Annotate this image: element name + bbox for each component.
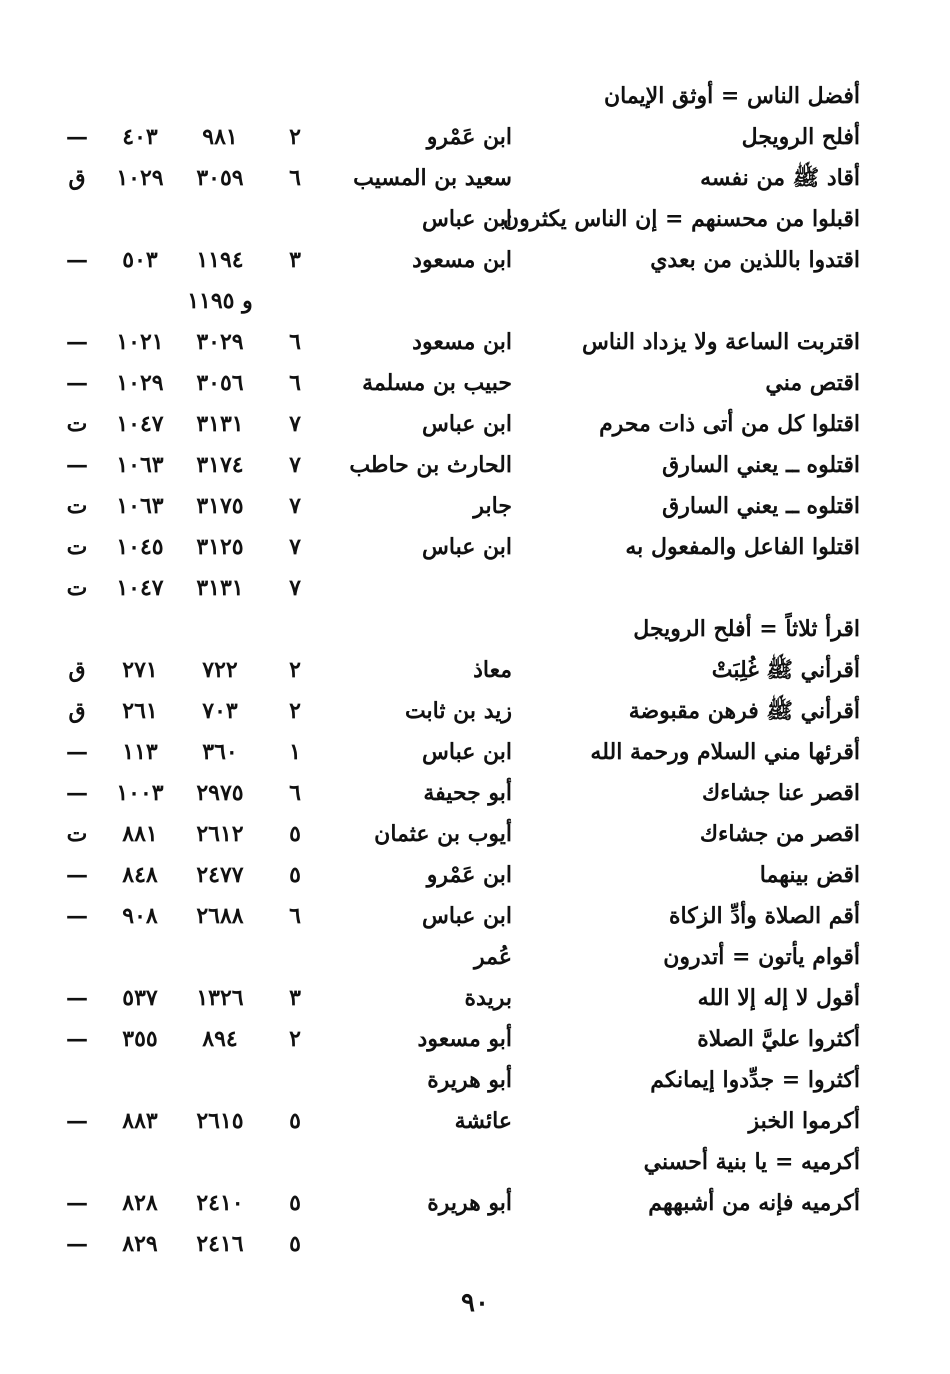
- hadith-text: اقصر عنا جشاءك: [701, 780, 860, 806]
- index-row: [0, 1224, 950, 1264]
- source-mark: —: [66, 780, 88, 806]
- volume-number: ٧: [289, 534, 301, 560]
- page-reference: ٨٨١: [122, 821, 158, 847]
- index-row: [0, 363, 950, 403]
- index-row: [0, 1019, 950, 1059]
- hadith-text: أكثروا عليَّ الصلاة: [697, 1026, 860, 1052]
- hadith-text: أقرأني ﷺ غُلِبَتْ: [711, 657, 860, 683]
- narrator: عائشة: [454, 1108, 512, 1134]
- index-row: [0, 199, 950, 239]
- source-mark: ت: [66, 575, 88, 601]
- volume-number: ٧: [289, 411, 301, 437]
- hadith-number: ٣٠٥٩: [196, 165, 244, 191]
- source-mark: —: [66, 370, 88, 396]
- index-row: [0, 650, 950, 690]
- page-reference: ٩٠٨: [122, 903, 158, 929]
- hadith-number: ٢٤١٦: [196, 1231, 244, 1257]
- hadith-number: ٣١٧٥: [196, 493, 244, 519]
- hadith-number: ٢٦٨٨: [196, 903, 244, 929]
- volume-number: ٧: [289, 575, 301, 601]
- volume-number: ٦: [289, 165, 301, 191]
- volume-number: ٦: [289, 903, 301, 929]
- source-mark: ت: [66, 821, 88, 847]
- index-row: [0, 937, 950, 977]
- narrator: معاذ: [473, 657, 512, 683]
- index-row: [0, 527, 950, 567]
- index-row: [0, 158, 950, 198]
- volume-number: ٢: [289, 124, 301, 150]
- page-reference: ٥٠٣: [122, 247, 158, 273]
- page-reference: ١٠٠٣: [116, 780, 164, 806]
- narrator: ابن مسعود: [412, 247, 512, 273]
- page-reference: ٢٧١: [122, 657, 158, 683]
- hadith-number: ٣١٧٤: [196, 452, 244, 478]
- page-reference: ١٠٢٩: [116, 370, 164, 396]
- page-reference: ١٠٢٩: [116, 165, 164, 191]
- index-row: [0, 1060, 950, 1100]
- index-row: [0, 240, 950, 280]
- hadith-text: أفلح الرويجل: [741, 124, 860, 150]
- hadith-number: ٢٦١٥: [196, 1108, 244, 1134]
- hadith-text: اقتلوه ــ يعني السارق: [662, 493, 860, 519]
- source-mark: ق: [68, 698, 86, 724]
- hadith-number: ٣١٢٥: [196, 534, 244, 560]
- narrator: أبو هريرة: [427, 1067, 512, 1093]
- index-row: [0, 978, 950, 1018]
- index-row: [0, 732, 950, 772]
- index-row: [0, 1101, 950, 1141]
- source-mark: —: [66, 124, 88, 150]
- index-row: [0, 773, 950, 813]
- narrator: ابن مسعود: [412, 329, 512, 355]
- hadith-number: ٢٩٧٥: [196, 780, 244, 806]
- hadith-text: أقرأني ﷺ فرهن مقبوضة: [628, 698, 860, 724]
- source-mark: —: [66, 452, 88, 478]
- hadith-number: ٣٠٢٩: [196, 329, 244, 355]
- hadith-text: أكثروا = جدِّدوا إيمانكم: [650, 1067, 860, 1093]
- index-row: [0, 609, 950, 649]
- volume-number: ٧: [289, 452, 301, 478]
- source-mark: ت: [66, 411, 88, 437]
- page-reference: ٥٣٧: [122, 985, 158, 1011]
- index-row: [0, 896, 950, 936]
- source-mark: ق: [68, 657, 86, 683]
- volume-number: ٦: [289, 370, 301, 396]
- index-row: [0, 117, 950, 157]
- hadith-number: ٧٠٣: [202, 698, 238, 724]
- volume-number: ٥: [289, 1231, 301, 1257]
- hadith-number: ٩٨١: [202, 124, 238, 150]
- hadith-number: ٨٩٤: [202, 1026, 238, 1052]
- narrator: ابن عباس: [422, 903, 512, 929]
- page-reference: ٨٨٣: [122, 1108, 158, 1134]
- hadith-text: اقض بينهما: [759, 862, 860, 888]
- volume-number: ٣: [289, 247, 301, 273]
- volume-number: ٧: [289, 493, 301, 519]
- narrator: حبيب بن مسلمة: [362, 370, 512, 396]
- hadith-text: اقتلوا الفاعل والمفعول به: [625, 534, 860, 560]
- page-reference: ١٠٦٣: [116, 493, 164, 519]
- hadith-number: ٢٤٧٧: [196, 862, 244, 888]
- narrator: عُمر: [474, 944, 512, 970]
- hadith-text: اقبلوا من محسنهم = إن الناس يكثرون: [502, 206, 860, 232]
- hadith-text: اقتدوا باللذين من بعدي: [650, 247, 860, 273]
- hadith-text: اقصر من جشاءك: [699, 821, 860, 847]
- narrator: ابن عَمْرو: [426, 862, 512, 888]
- index-row: [0, 568, 950, 608]
- index-row: [0, 1142, 950, 1182]
- hadith-text: أقم الصلاة وأدِّ الزكاة: [669, 903, 860, 929]
- index-row: [0, 76, 950, 116]
- hadith-text: اقتص مني: [765, 370, 860, 396]
- hadith-text: أقرئها مني السلام ورحمة الله: [590, 739, 860, 765]
- narrator: ابن عباس: [422, 206, 512, 232]
- volume-number: ٢: [289, 1026, 301, 1052]
- source-mark: —: [66, 739, 88, 765]
- index-row: [0, 814, 950, 854]
- hadith-number: ٣١٣١: [196, 411, 244, 437]
- hadith-number: ٣٦٠: [202, 739, 238, 765]
- hadith-text: اقتلوا كل من أتى ذات محرم: [599, 411, 860, 437]
- volume-number: ٥: [289, 1190, 301, 1216]
- source-mark: —: [66, 247, 88, 273]
- page-reference: ٢٦١: [122, 698, 158, 724]
- index-row: [0, 486, 950, 526]
- source-mark: —: [66, 985, 88, 1011]
- hadith-text: اقتربت الساعة ولا يزداد الناس: [582, 329, 860, 355]
- index-row: [0, 855, 950, 895]
- index-row: [0, 1183, 950, 1223]
- narrator: ابن عباس: [422, 534, 512, 560]
- hadith-text: اقرأ ثلاثاً = أفلح الرويجل: [633, 616, 860, 642]
- hadith-text: أقول لا إله إلا الله: [697, 985, 860, 1011]
- page-number: ٩٠: [461, 1288, 489, 1318]
- narrator: أبو هريرة: [427, 1190, 512, 1216]
- volume-number: ٦: [289, 780, 301, 806]
- volume-number: ٥: [289, 862, 301, 888]
- hadith-number: ١١٩٤: [196, 247, 244, 273]
- index-row: [0, 691, 950, 731]
- narrator: زيد بن ثابت: [404, 698, 512, 724]
- hadith-text: أقوام يأتون = أتدرون: [663, 944, 860, 970]
- source-mark: ق: [68, 165, 86, 191]
- source-mark: —: [66, 1108, 88, 1134]
- index-row: [0, 322, 950, 362]
- narrator: أيوب بن عثمان: [374, 821, 512, 847]
- index-row: [0, 281, 950, 321]
- hadith-number: ٢٦١٢: [196, 821, 244, 847]
- narrator: الحارث بن حاطب: [349, 452, 512, 478]
- source-mark: ت: [66, 493, 88, 519]
- narrator: جابر: [473, 493, 512, 519]
- page-reference: ٨٤٨: [122, 862, 158, 888]
- hadith-text: أكرميه = يا بنية أحسني: [643, 1149, 860, 1175]
- hadith-number: ٧٢٢: [202, 657, 238, 683]
- volume-number: ٥: [289, 821, 301, 847]
- narrator: ابن عباس: [422, 739, 512, 765]
- page-reference: ٨٢٨: [122, 1190, 158, 1216]
- source-mark: —: [66, 329, 88, 355]
- page-reference: ٤٠٣: [122, 124, 158, 150]
- source-mark: —: [66, 903, 88, 929]
- volume-number: ٣: [289, 985, 301, 1011]
- page-reference: ١٠٦٣: [116, 452, 164, 478]
- page-reference: ١٠٤٥: [116, 534, 164, 560]
- hadith-number: ٣٠٥٦: [196, 370, 244, 396]
- hadith-number: ٢٤١٠: [196, 1190, 244, 1216]
- source-mark: —: [66, 1026, 88, 1052]
- source-mark: —: [66, 1190, 88, 1216]
- volume-number: ٢: [289, 698, 301, 724]
- volume-number: ١: [289, 739, 301, 765]
- hadith-text: أكرميه فإنه من أشبههم: [648, 1190, 860, 1216]
- index-row: [0, 445, 950, 485]
- hadith-text: أقاد ﷺ من نفسه: [700, 165, 860, 191]
- hadith-number: ١٣٢٦: [196, 985, 244, 1011]
- hadith-text: أفضل الناس = أوثق الإيمان: [603, 83, 860, 109]
- page-reference: ٨٢٩: [122, 1231, 158, 1257]
- source-mark: —: [66, 862, 88, 888]
- hadith-text: أكرموا الخبز: [748, 1108, 860, 1134]
- source-mark: ت: [66, 534, 88, 560]
- page-reference: ١١٣: [122, 739, 158, 765]
- narrator: ابن عَمْرو: [426, 124, 512, 150]
- volume-number: ٥: [289, 1108, 301, 1134]
- hadith-text: اقتلوه ــ يعني السارق: [662, 452, 860, 478]
- page-reference: ١٠٤٧: [116, 575, 164, 601]
- page-reference: ١٠٤٧: [116, 411, 164, 437]
- hadith-number: ٣١٣١: [196, 575, 244, 601]
- narrator: بريدة: [464, 985, 512, 1011]
- page-reference: ١٠٢١: [116, 329, 164, 355]
- index-row: [0, 404, 950, 444]
- page-reference: ٣٥٥: [122, 1026, 158, 1052]
- narrator: أبو جحيفة: [423, 780, 512, 806]
- volume-number: ٦: [289, 329, 301, 355]
- hadith-number: و ١١٩٥: [187, 288, 253, 314]
- volume-number: ٢: [289, 657, 301, 683]
- narrator: سعيد بن المسيب: [353, 165, 512, 191]
- narrator: ابن عباس: [422, 411, 512, 437]
- source-mark: —: [66, 1231, 88, 1257]
- narrator: أبو مسعود: [417, 1026, 512, 1052]
